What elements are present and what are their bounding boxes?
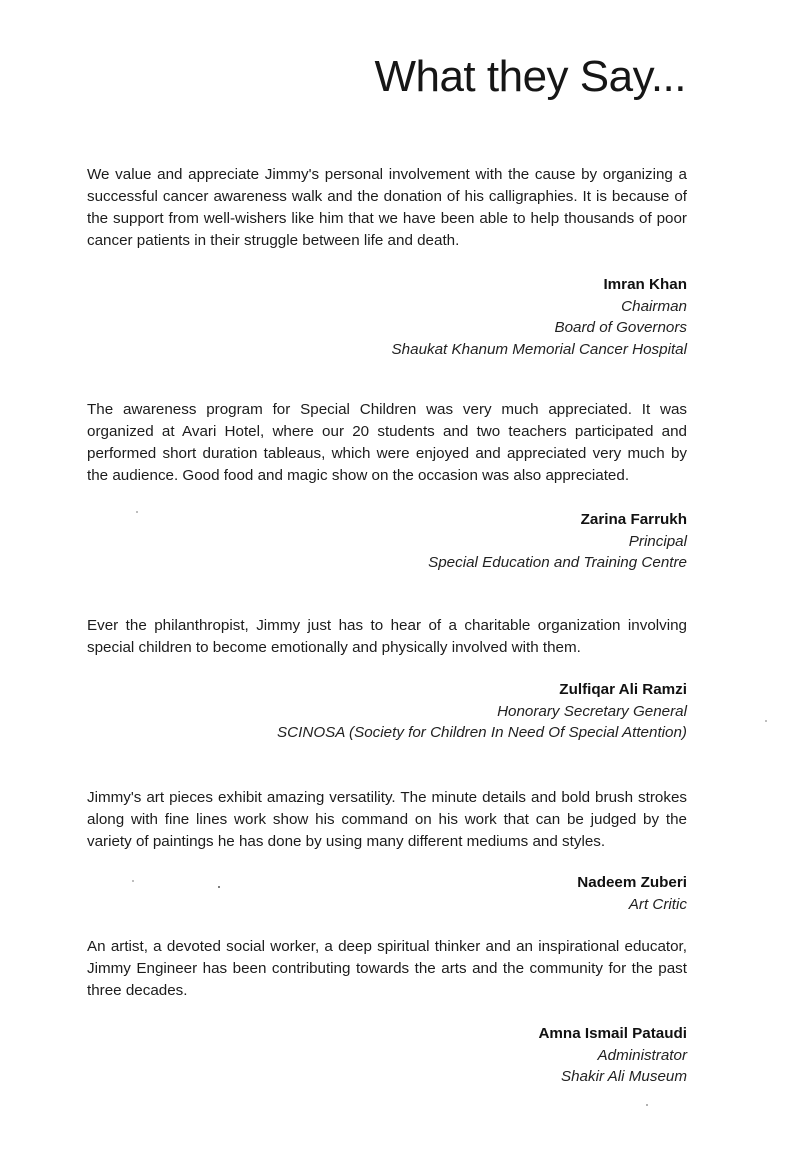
page-title: What they Say... bbox=[374, 52, 686, 101]
author-title: Principal bbox=[628, 532, 687, 550]
testimonial-quote-1: We value and appreciate Jimmy's personal involvement with the cause by organizing a successful cancer awareness walk and the donation of his calligraphies. It is because of the support from well-wishers like him that we have been able to help thousands of poor cancer patients in their struggle between life and death. bbox=[87, 166, 687, 249]
author-organization: Special Education and Training Centre bbox=[428, 554, 687, 571]
scan-speck bbox=[765, 720, 767, 722]
testimonial-signature-5 bbox=[167, 1023, 687, 1088]
author-name: Zulfiqar Ali Ramzi bbox=[559, 681, 687, 698]
author-name: Nadeem Zuberi bbox=[577, 874, 687, 891]
author-name: Imran Khan bbox=[603, 276, 687, 293]
testimonial-quote-3: Ever the philanthropist, Jimmy just has to hear of a charitable organization involving special children to become emotionally and physically involved with them. bbox=[87, 617, 687, 656]
author-title: Administrator bbox=[597, 1046, 687, 1064]
scan-speck bbox=[132, 880, 134, 882]
scan-speck bbox=[646, 1104, 648, 1106]
testimonial-signature-4 bbox=[167, 872, 687, 915]
testimonial-signature-1 bbox=[167, 274, 687, 360]
author-organization: Board of Governors bbox=[554, 319, 687, 336]
scan-speck bbox=[136, 511, 138, 513]
author-title: Art Critic bbox=[628, 895, 687, 913]
scan-speck bbox=[218, 886, 220, 888]
author-organization: Shaukat Khanum Memorial Cancer Hospital bbox=[391, 340, 687, 358]
testimonial-signature-2 bbox=[167, 509, 687, 574]
testimonial-quote-5: An artist, a devoted social worker, a deep spiritual thinker and an inspirational educator, Jimmy Engineer has been contributing towards the arts and the community for the past three decades. bbox=[87, 938, 687, 999]
author-name: Zarina Farrukh bbox=[580, 511, 687, 528]
testimonial-quote-4: Jimmy's art pieces exhibit amazing versatility. The minute details and bold brush strokes along with fine lines work show his command on his work that can be judged by the variety of paintings he has done by using many different mediums and styles. bbox=[87, 789, 687, 850]
author-organization: Shakir Ali Museum bbox=[560, 1068, 687, 1085]
author-title: Chairman bbox=[621, 297, 687, 315]
author-title: Honorary Secretary General bbox=[497, 702, 687, 720]
testimonial-signature-3 bbox=[167, 679, 687, 744]
author-organization: SCINOSA (Society for Children In Need Of Special Attention) bbox=[277, 724, 687, 741]
testimonial-quote-2: The awareness program for Special Children was very much appreciated. It was organized at Avari Hotel, where our 20 students and two teachers participated and performed short duration tableaus, which were enjoyed and appreciated very much by the audience. Good food and magic show on the occasion was also appreciated. bbox=[87, 401, 687, 484]
author-name: Amna Ismail Pataudi bbox=[538, 1025, 687, 1042]
